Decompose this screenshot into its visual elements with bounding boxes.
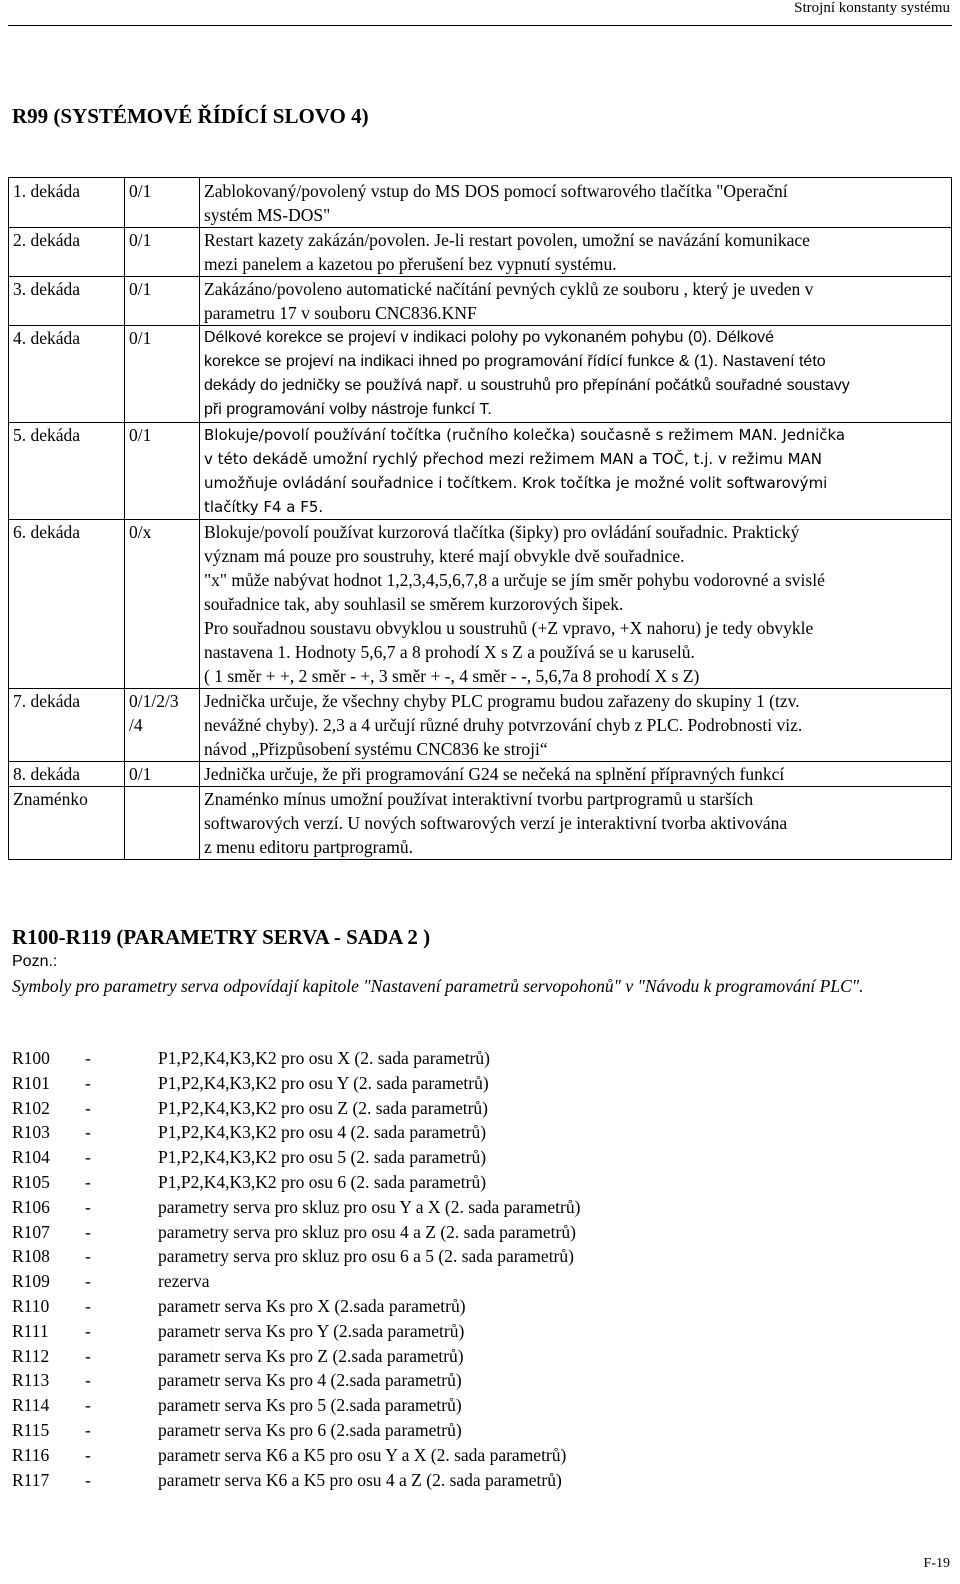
description-line: nastavena 1. Hodnoty 5,6,7 a 8 prohodí X s Z a používá se u karuselů. — [204, 642, 695, 662]
parameter-row — [12, 1296, 912, 1321]
description-line: Blokuje/povolí používat kurzorová tlačítka (šipky) pro ovládání souřadnic. Praktický — [204, 522, 800, 542]
description-line: "x" může nabývat hodnot 1,2,3,4,5,6,7,8 a určuje se jím směr pohybu vodorovné a svislé — [204, 570, 825, 590]
servo-parameter-list — [12, 1048, 912, 1494]
description-line: mezi panelem a kazetou po přerušení bez vypnutí systému. — [204, 254, 617, 274]
parameter-code: R116 — [12, 1444, 50, 1465]
decade-cell: 4. dekáda — [9, 326, 125, 423]
decade-cell: 1. dekáda — [9, 178, 125, 228]
description-cell — [200, 326, 952, 423]
description-cell — [200, 762, 952, 787]
parameter-dash: - — [85, 1072, 91, 1093]
parameter-code: R105 — [12, 1171, 50, 1192]
parameter-dash: - — [85, 1419, 91, 1440]
parameter-row — [12, 1321, 912, 1346]
decade-cell: 5. dekáda — [9, 423, 125, 520]
parameter-dash: - — [85, 1320, 91, 1341]
r99-decade-table — [8, 177, 952, 860]
description-cell — [200, 787, 952, 860]
description-line: souřadnice tak, aby souhlasil se směrem kurzorových šipek. — [204, 594, 624, 614]
value-cell: 0/1 — [125, 228, 200, 277]
description-line: Zablokovaný/povolený vstup do MS DOS pomocí softwarového tlačítka "Operační — [204, 181, 788, 201]
section-title-r99: R99 (SYSTÉMOVÉ ŘÍDÍCÍ SLOVO 4) — [12, 104, 369, 128]
description-line: parametru 17 v souboru CNC836.KNF — [204, 303, 477, 323]
description-line: umožňuje ovládání souřadnice i točítkem. Krok točítka je možné volit softwarovými — [204, 474, 828, 492]
parameter-dash: - — [85, 1171, 91, 1192]
description-line: při programování volby nástroje funkcí T. — [204, 401, 492, 418]
description-line: Restart kazety zakázán/povolen. Je-li restart povolen, umožní se navázání komunikace — [204, 230, 810, 250]
parameter-description: P1,P2,K4,K3,K2 pro osu 5 (2. sada parametrů) — [158, 1147, 487, 1168]
parameter-dash: - — [85, 1395, 91, 1416]
description-line: Znaménko mínus umožní používat interaktivní tvorbu partprogramů u starších — [204, 789, 754, 809]
parameter-description: P1,P2,K4,K3,K2 pro osu 4 (2. sada parametrů) — [158, 1122, 487, 1143]
value-cell: 0/x — [125, 520, 200, 689]
parameter-row — [12, 1445, 912, 1470]
description-line: tlačítky F4 a F5. — [204, 498, 324, 516]
parameter-dash: - — [85, 1246, 91, 1267]
parameter-description: P1,P2,K4,K3,K2 pro osu X (2. sada parametrů) — [158, 1048, 490, 1068]
parameter-code: R117 — [12, 1469, 50, 1490]
note-text: Symboly pro parametry serva odpovídají kapitole "Nastavení parametrů servopohonů" v "Návodu k programování PLC". — [12, 976, 864, 996]
description-line: návod „Přizpůsobení systému CNC836 ke stroji“ — [204, 739, 548, 759]
table-row — [9, 277, 952, 326]
description-cell — [200, 520, 952, 689]
table-row — [9, 520, 952, 689]
parameter-dash: - — [85, 1097, 91, 1118]
parameter-description: parametr serva K6 a K5 pro osu 4 a Z (2. sada parametrů) — [158, 1469, 562, 1490]
description-line: Pro souřadnou soustavu obvyklou u soustruhů (+Z vpravo, +X nahoru) je tedy obvykle — [204, 618, 814, 638]
parameter-dash: - — [85, 1048, 91, 1068]
parameter-dash: - — [85, 1122, 91, 1143]
value-cell: 0/1/2/3 /4 — [125, 689, 200, 762]
parameter-description: P1,P2,K4,K3,K2 pro osu Y (2. sada parametrů) — [158, 1072, 489, 1093]
parameter-code: R113 — [12, 1370, 50, 1391]
parameter-code: R112 — [12, 1345, 50, 1366]
parameter-description: parametr serva Ks pro Y (2.sada parametrů) — [158, 1320, 465, 1341]
parameter-code: R106 — [12, 1196, 50, 1217]
parameter-row — [12, 1420, 912, 1445]
description-line: dekády do jedničky se používá např. u soustruhů pro přepínání počátků souřadné soustavy — [204, 377, 850, 394]
parameter-row — [12, 1048, 912, 1073]
parameter-description: P1,P2,K4,K3,K2 pro osu Z (2. sada parametrů) — [158, 1097, 489, 1118]
parameter-code: R104 — [12, 1147, 50, 1168]
decade-cell: 2. dekáda — [9, 228, 125, 277]
parameter-dash: - — [85, 1370, 91, 1391]
page-number: F-19 — [923, 1556, 950, 1571]
parameter-dash: - — [85, 1469, 91, 1490]
decade-cell: 3. dekáda — [9, 277, 125, 326]
parameter-description: P1,P2,K4,K3,K2 pro osu 6 (2. sada parametrů) — [158, 1171, 487, 1192]
header-divider — [8, 25, 952, 26]
parameter-description: parametr serva Ks pro 6 (2.sada parametrů) — [158, 1419, 462, 1440]
parameter-description: parametry serva pro skluz pro osu 6 a 5 (2. sada parametrů) — [158, 1246, 574, 1267]
value-cell: 0/1 — [125, 423, 200, 520]
parameter-description: rezerva — [158, 1271, 210, 1292]
table-row — [9, 326, 952, 423]
parameter-description: parametry serva pro skluz pro osu Y a X (2. sada parametrů) — [158, 1196, 581, 1217]
parameter-row — [12, 1395, 912, 1420]
description-line: ( 1 směr + +, 2 směr - +, 3 směr + -, 4 směr - -, 5,6,7a 8 prohodí X s Z) — [204, 666, 700, 686]
parameter-dash: - — [85, 1221, 91, 1242]
parameter-dash: - — [85, 1271, 91, 1292]
parameter-description: parametr serva Ks pro Z (2.sada parametrů) — [158, 1345, 464, 1366]
value-cell: 0/1 — [125, 326, 200, 423]
parameter-description: parametr serva Ks pro 4 (2.sada parametrů) — [158, 1370, 462, 1391]
parameter-description: parametr serva Ks pro X (2.sada parametrů) — [158, 1295, 466, 1316]
parameter-code: R103 — [12, 1122, 50, 1143]
parameter-code: R100 — [12, 1048, 50, 1068]
description-line: význam má pouze pro soustruhy, které mají obvykle dvě souřadnice. — [204, 546, 685, 566]
description-line: nevážné chyby). 2,3 a 4 určují různé druhy potvrzování chyb z PLC. Podrobnosti viz. — [204, 715, 803, 735]
parameter-row — [12, 1073, 912, 1098]
parameter-row — [12, 1470, 912, 1495]
value-cell — [125, 787, 200, 860]
table-row — [9, 689, 952, 762]
parameter-dash: - — [85, 1295, 91, 1316]
description-line: Jednička určuje, že všechny chyby PLC programu budou zařazeny do skupiny 1 (tzv. — [204, 691, 800, 711]
parameter-row — [12, 1098, 912, 1123]
parameter-row — [12, 1370, 912, 1395]
parameter-dash: - — [85, 1147, 91, 1168]
description-line: korekce se projeví na indikaci ihned po programování řídící funkce & (1). Nastavení této — [204, 353, 826, 370]
table-row — [9, 178, 952, 228]
parameter-code: R109 — [12, 1271, 50, 1292]
decade-cell: 7. dekáda — [9, 689, 125, 762]
section-title-r100: R100-R119 (PARAMETRY SERVA - SADA 2 ) — [12, 925, 431, 949]
decade-cell: 8. dekáda — [9, 762, 125, 787]
parameter-code: R110 — [12, 1295, 50, 1316]
parameter-row — [12, 1222, 912, 1247]
parameter-row — [12, 1271, 912, 1296]
description-cell — [200, 277, 952, 326]
description-cell — [200, 689, 952, 762]
description-line: systém MS-DOS" — [204, 205, 331, 225]
parameter-code: R101 — [12, 1072, 50, 1093]
parameter-dash: - — [85, 1444, 91, 1465]
table-row — [9, 762, 952, 787]
note-label: Pozn.: — [12, 953, 58, 970]
description-cell — [200, 178, 952, 228]
parameter-dash: - — [85, 1196, 91, 1217]
description-line: v této dekádě umožní rychlý přechod mezi režimem MAN a TOČ, t.j. v režimu MAN — [204, 450, 823, 468]
description-cell — [200, 228, 952, 277]
parameter-description: parametry serva pro skluz pro osu 4 a Z (2. sada parametrů) — [158, 1221, 576, 1242]
parameter-dash: - — [85, 1345, 91, 1366]
description-line: z menu editoru partprogramů. — [204, 837, 413, 857]
parameter-code: R115 — [12, 1419, 50, 1440]
parameter-code: R111 — [12, 1320, 49, 1341]
running-header: Strojní konstanty systému — [794, 0, 950, 16]
description-line: softwarových verzí. U nových softwarových verzí je interaktivní tvorba aktivována — [204, 813, 788, 833]
parameter-description: parametr serva K6 a K5 pro osu Y a X (2. sada parametrů) — [158, 1444, 567, 1465]
parameter-description: parametr serva Ks pro 5 (2.sada parametrů) — [158, 1395, 462, 1416]
parameter-code: R107 — [12, 1221, 50, 1242]
parameter-code: R108 — [12, 1246, 50, 1267]
description-line: Délkové korekce se projeví v indikaci polohy po vykonaném pohybu (0). Délkové — [204, 329, 775, 346]
decade-cell: 6. dekáda — [9, 520, 125, 689]
description-cell — [200, 423, 952, 520]
table-row — [9, 228, 952, 277]
value-cell: 0/1 — [125, 277, 200, 326]
parameter-row — [12, 1346, 912, 1371]
description-line: Jednička určuje, že při programování G24 se nečeká na splnění přípravných funkcí — [204, 764, 785, 784]
value-cell: 0/1 — [125, 762, 200, 787]
value-cell: 0/1 — [125, 178, 200, 228]
parameter-code: R114 — [12, 1395, 50, 1416]
parameter-row — [12, 1197, 912, 1222]
description-line: Zakázáno/povoleno automatické načítání pevných cyklů ze souboru , který je uveden v — [204, 279, 814, 299]
description-line: Blokuje/povolí používání točítka (ručního kolečka) současně s režimem MAN. Jednička — [204, 426, 846, 444]
parameter-row — [12, 1147, 912, 1172]
table-row — [9, 423, 952, 520]
decade-cell: Znaménko — [9, 787, 125, 860]
table-row — [9, 787, 952, 860]
parameter-code: R102 — [12, 1097, 50, 1118]
parameter-row — [12, 1246, 912, 1271]
parameter-row — [12, 1172, 912, 1197]
parameter-row — [12, 1122, 912, 1147]
